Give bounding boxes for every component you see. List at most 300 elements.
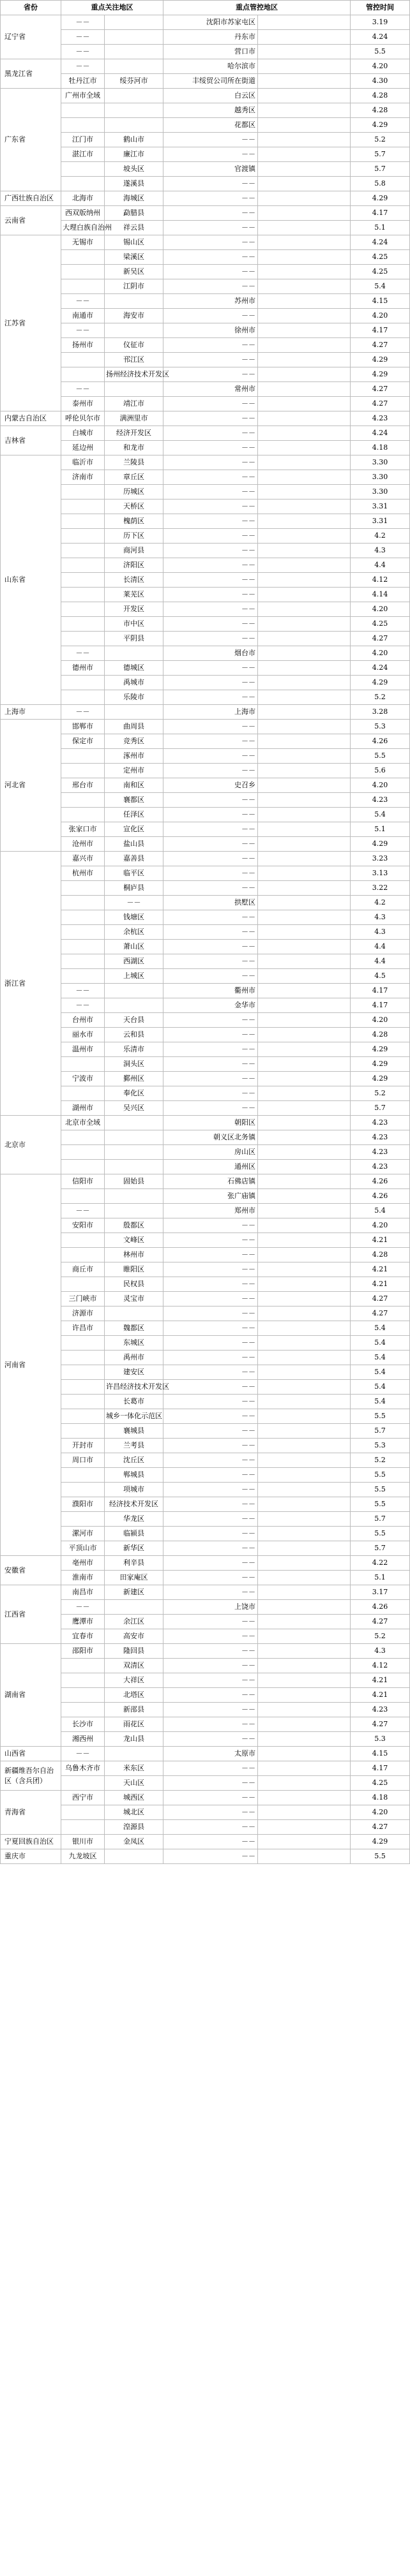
control-area-cell: －－ [163, 1644, 258, 1659]
control-subarea-cell [258, 1130, 351, 1145]
control-subarea-cell [258, 1116, 351, 1130]
control-time-cell: 5.1 [351, 822, 410, 837]
focus-district-cell: 云和县 [105, 1028, 163, 1042]
focus-city-cell: －－ [61, 705, 105, 720]
control-subarea-cell [258, 1732, 351, 1747]
control-area-cell: －－ [163, 265, 258, 279]
province-cell: 黑龙江省 [1, 59, 61, 89]
control-area-cell: －－ [163, 1336, 258, 1351]
control-area-cell: －－ [163, 1218, 258, 1233]
control-area-cell: －－ [163, 808, 258, 822]
control-area-cell: －－ [163, 602, 258, 617]
control-time-cell: 4.17 [351, 206, 410, 221]
control-time-cell: 4.29 [351, 837, 410, 852]
control-time-cell: 4.20 [351, 1013, 410, 1028]
control-subarea-cell [258, 558, 351, 573]
focus-district-cell: 江阴市 [105, 279, 163, 294]
control-subarea-cell [258, 1835, 351, 1849]
control-area-cell: －－ [163, 1659, 258, 1673]
focus-city-cell: 泰州市 [61, 397, 105, 411]
focus-city-cell: 邵阳市 [61, 1644, 105, 1659]
table-row [1, 910, 410, 925]
focus-city-cell: 嘉兴市 [61, 852, 105, 866]
focus-city-cell: 三门峡市 [61, 1292, 105, 1307]
focus-city-cell: 呼伦贝尔市 [61, 411, 105, 426]
control-area-cell: －－ [163, 1277, 258, 1292]
focus-city-cell: 丽水市 [61, 1028, 105, 1042]
focus-district-cell: 章丘区 [105, 470, 163, 485]
control-area-cell: －－ [163, 338, 258, 353]
control-time-cell: 5.8 [351, 177, 410, 191]
table-row [1, 1673, 410, 1688]
table-row [1, 470, 410, 485]
table-row [1, 30, 410, 45]
focus-city-cell [61, 1277, 105, 1292]
focus-district-cell [105, 382, 163, 397]
focus-city-cell: 湘西州 [61, 1732, 105, 1747]
control-subarea-cell [258, 1600, 351, 1615]
control-subarea-cell [258, 59, 351, 74]
control-area-cell: －－ [163, 1042, 258, 1057]
table-row [1, 426, 410, 441]
focus-district-cell: 历城区 [105, 485, 163, 500]
focus-district-cell: 历下区 [105, 529, 163, 544]
focus-district-cell: 勐腊县 [105, 206, 163, 221]
table-row [1, 808, 410, 822]
control-area-cell: 衢州市 [163, 984, 258, 998]
control-subarea-cell [258, 734, 351, 749]
focus-city-cell: 漯河市 [61, 1527, 105, 1541]
control-area-cell: －－ [163, 147, 258, 162]
focus-district-cell: 沈丘区 [105, 1453, 163, 1468]
focus-district-cell: 华龙区 [105, 1512, 163, 1527]
control-area-cell: －－ [163, 221, 258, 235]
control-area-cell: 白云区 [163, 89, 258, 103]
control-time-cell: 4.27 [351, 1820, 410, 1835]
control-time-cell: 4.27 [351, 632, 410, 646]
focus-district-cell: 禹州市 [105, 1351, 163, 1365]
focus-city-cell: 济源市 [61, 1307, 105, 1321]
table-row [1, 1659, 410, 1673]
focus-city-cell [61, 485, 105, 500]
focus-district-cell: 莱芜区 [105, 588, 163, 602]
control-area-cell: －－ [163, 1673, 258, 1688]
focus-city-cell: 平顶山市 [61, 1541, 105, 1556]
table-row [1, 852, 410, 866]
table-row [1, 74, 410, 89]
control-subarea-cell [258, 852, 351, 866]
control-subarea-cell [258, 397, 351, 411]
focus-city-cell: 邢台市 [61, 778, 105, 793]
control-subarea-cell [258, 1013, 351, 1028]
focus-district-cell: 乐陵市 [105, 690, 163, 705]
control-subarea-cell [258, 1541, 351, 1556]
control-subarea-cell [258, 1101, 351, 1116]
control-time-cell: 4.30 [351, 74, 410, 89]
focus-city-cell [61, 808, 105, 822]
control-area-cell: －－ [163, 661, 258, 676]
control-time-cell: 4.26 [351, 1600, 410, 1615]
table-row [1, 1717, 410, 1732]
province-cell: 安徽省 [1, 1556, 61, 1585]
focus-city-cell [61, 1424, 105, 1439]
control-subarea-cell [258, 1028, 351, 1042]
focus-district-cell: 新吴区 [105, 265, 163, 279]
control-time-cell: 5.7 [351, 1101, 410, 1116]
focus-district-cell: 长清区 [105, 573, 163, 588]
focus-city-cell [61, 1160, 105, 1174]
control-area-cell: －－ [163, 397, 258, 411]
control-time-cell: 4.24 [351, 426, 410, 441]
table-row [1, 118, 410, 133]
table-row [1, 221, 410, 235]
control-area-cell: －－ [163, 1468, 258, 1483]
focus-city-cell: 宁波市 [61, 1072, 105, 1086]
control-time-cell: 3.31 [351, 500, 410, 514]
control-time-cell: 4.23 [351, 1130, 410, 1145]
table-row [1, 925, 410, 940]
header-control-area: 重点管控地区 [163, 1, 351, 15]
table-row [1, 1849, 410, 1864]
control-area-cell: 花都区 [163, 118, 258, 133]
control-subarea-cell [258, 441, 351, 455]
header-province: 省份 [1, 1, 61, 15]
header-row [1, 1, 410, 15]
control-subarea-cell [258, 1204, 351, 1218]
control-subarea-cell [258, 309, 351, 323]
control-subarea-cell [258, 1717, 351, 1732]
focus-city-cell [61, 749, 105, 764]
control-subarea-cell [258, 1262, 351, 1277]
control-time-cell: 4.29 [351, 367, 410, 382]
focus-district-cell: 邗江区 [105, 353, 163, 367]
table-row [1, 500, 410, 514]
control-area-cell: －－ [163, 1248, 258, 1262]
table-row [1, 338, 410, 353]
table-row [1, 1101, 410, 1116]
control-area-cell: －－ [163, 1556, 258, 1571]
control-subarea-cell [258, 1527, 351, 1541]
control-time-cell: 5.4 [351, 1395, 410, 1409]
header-control-time: 管控时间 [351, 1, 410, 15]
control-subarea-cell [258, 1585, 351, 1600]
table-row [1, 764, 410, 778]
control-area-cell: －－ [163, 632, 258, 646]
control-subarea-cell [258, 1703, 351, 1717]
control-area-cell: －－ [163, 485, 258, 500]
control-subarea-cell [258, 411, 351, 426]
control-subarea-cell [258, 602, 351, 617]
control-area-cell: 苏州市 [163, 294, 258, 309]
focus-district-cell [105, 118, 163, 133]
focus-city-cell [61, 1351, 105, 1365]
control-subarea-cell [258, 808, 351, 822]
control-time-cell: 4.23 [351, 793, 410, 808]
table-body [1, 15, 410, 1864]
control-time-cell: 4.24 [351, 661, 410, 676]
table-row [1, 367, 410, 382]
table-row [1, 1351, 410, 1365]
focus-district-cell: 市中区 [105, 617, 163, 632]
focus-city-cell: 临沂市 [61, 455, 105, 470]
control-subarea-cell [258, 177, 351, 191]
table-row [1, 1248, 410, 1262]
focus-city-cell: 亳州市 [61, 1556, 105, 1571]
focus-city-cell [61, 969, 105, 984]
focus-city-cell [61, 1233, 105, 1248]
table-row [1, 969, 410, 984]
focus-city-cell [61, 265, 105, 279]
focus-district-cell: 上城区 [105, 969, 163, 984]
focus-district-cell: 曲周县 [105, 720, 163, 734]
control-subarea-cell [258, 103, 351, 118]
focus-district-cell: 龙山县 [105, 1732, 163, 1747]
table-row [1, 1688, 410, 1703]
focus-city-cell [61, 925, 105, 940]
focus-city-cell: 台州市 [61, 1013, 105, 1028]
control-subarea-cell [258, 323, 351, 338]
table-row [1, 881, 410, 896]
focus-district-cell [105, 323, 163, 338]
table-row [1, 15, 410, 30]
focus-city-cell: －－ [61, 30, 105, 45]
focus-city-cell: －－ [61, 998, 105, 1013]
control-subarea-cell [258, 470, 351, 485]
focus-district-cell [105, 103, 163, 118]
control-time-cell: 5.7 [351, 1512, 410, 1527]
table-row [1, 1835, 410, 1849]
control-area-cell: 张广庙镇 [163, 1189, 258, 1204]
focus-district-cell: 民权县 [105, 1277, 163, 1292]
focus-city-cell [61, 1805, 105, 1820]
control-area-cell: 朝义区北务镇 [163, 1130, 258, 1145]
control-time-cell: 4.3 [351, 925, 410, 940]
control-time-cell: 4.25 [351, 1776, 410, 1791]
province-cell: 江苏省 [1, 235, 61, 411]
table-row [1, 734, 410, 749]
control-time-cell: 5.2 [351, 690, 410, 705]
control-area-cell: 越秀区 [163, 103, 258, 118]
control-time-cell: 4.29 [351, 191, 410, 206]
control-subarea-cell [258, 881, 351, 896]
table-row [1, 1571, 410, 1585]
focus-district-cell: 天桥区 [105, 500, 163, 514]
control-subarea-cell [258, 617, 351, 632]
focus-city-cell [61, 1659, 105, 1673]
focus-district-cell: 雨花区 [105, 1717, 163, 1732]
focus-city-cell [61, 940, 105, 954]
province-cell: 广西壮族自治区 [1, 191, 61, 206]
focus-city-cell: －－ [61, 1600, 105, 1615]
focus-district-cell [105, 1130, 163, 1145]
control-subarea-cell [258, 1673, 351, 1688]
focus-city-cell: 广州市全域 [61, 89, 105, 103]
control-time-cell: 4.18 [351, 441, 410, 455]
focus-district-cell: 开发区 [105, 602, 163, 617]
focus-district-cell [105, 1145, 163, 1160]
control-area-cell: 上饶市 [163, 1600, 258, 1615]
focus-district-cell: 东城区 [105, 1336, 163, 1351]
control-time-cell: 4.20 [351, 1805, 410, 1820]
focus-district-cell [105, 1307, 163, 1321]
focus-district-cell [105, 294, 163, 309]
control-subarea-cell [258, 1776, 351, 1791]
focus-district-cell [105, 646, 163, 661]
focus-district-cell: 平阴县 [105, 632, 163, 646]
table-row [1, 1497, 410, 1512]
control-time-cell: 4.25 [351, 617, 410, 632]
control-subarea-cell [258, 998, 351, 1013]
table-row [1, 1703, 410, 1717]
control-subarea-cell [258, 1248, 351, 1262]
focus-district-cell [105, 15, 163, 30]
focus-district-cell: 和龙市 [105, 441, 163, 455]
control-area-cell: 拱墅区 [163, 896, 258, 910]
control-subarea-cell [258, 1483, 351, 1497]
control-area-cell: 丰绥贸公司所在街道 [163, 74, 258, 89]
focus-city-cell [61, 632, 105, 646]
focus-city-cell [61, 1703, 105, 1717]
table-row [1, 1805, 410, 1820]
control-area-cell: －－ [163, 1057, 258, 1072]
control-subarea-cell [258, 764, 351, 778]
control-subarea-cell [258, 1321, 351, 1336]
control-area-cell: 沈阳市苏家屯区 [163, 15, 258, 30]
focus-city-cell [61, 1688, 105, 1703]
focus-district-cell: 海城区 [105, 191, 163, 206]
province-cell: 广东省 [1, 89, 61, 191]
control-subarea-cell [258, 1453, 351, 1468]
table-row [1, 1409, 410, 1424]
province-cell: 江西省 [1, 1585, 61, 1644]
focus-district-cell: 德城区 [105, 661, 163, 676]
control-time-cell: 4.12 [351, 573, 410, 588]
table-row [1, 1380, 410, 1395]
control-subarea-cell [258, 969, 351, 984]
control-time-cell: 4.29 [351, 1042, 410, 1057]
control-area-cell: －－ [163, 1761, 258, 1776]
focus-city-cell [61, 896, 105, 910]
focus-district-cell: 经济开发区 [105, 426, 163, 441]
control-time-cell: 4.18 [351, 1791, 410, 1805]
control-area-cell: 上海市 [163, 705, 258, 720]
focus-district-cell: 吴兴区 [105, 1101, 163, 1116]
control-time-cell: 5.7 [351, 162, 410, 177]
control-subarea-cell [258, 1086, 351, 1101]
control-time-cell: 4.28 [351, 1248, 410, 1262]
focus-city-cell: 北海市 [61, 191, 105, 206]
control-area-cell: －－ [163, 837, 258, 852]
control-time-cell: 4.23 [351, 1703, 410, 1717]
focus-district-cell: 商河县 [105, 544, 163, 558]
table-row [1, 323, 410, 338]
control-time-cell: 4.20 [351, 602, 410, 617]
focus-city-cell [61, 617, 105, 632]
focus-district-cell: 定州市 [105, 764, 163, 778]
table-row [1, 837, 410, 852]
control-area-cell: －－ [163, 822, 258, 837]
table-row [1, 59, 410, 74]
control-subarea-cell [258, 720, 351, 734]
control-time-cell: 5.5 [351, 1849, 410, 1864]
focus-city-cell: －－ [61, 1747, 105, 1761]
control-time-cell: 4.29 [351, 1835, 410, 1849]
table-row [1, 1365, 410, 1380]
control-subarea-cell [258, 162, 351, 177]
focus-city-cell [61, 1365, 105, 1380]
table-row [1, 1791, 410, 1805]
focus-district-cell: 锡山区 [105, 235, 163, 250]
focus-city-cell: 济南市 [61, 470, 105, 485]
province-cell: 新疆维吾尔自治区（含兵团） [1, 1761, 61, 1791]
focus-district-cell [105, 984, 163, 998]
control-area-cell: －－ [163, 764, 258, 778]
focus-district-cell: 双清区 [105, 1659, 163, 1673]
control-subarea-cell [258, 221, 351, 235]
table-row [1, 1160, 410, 1174]
header-focus-area: 重点关注地区 [61, 1, 163, 15]
table-row [1, 1174, 410, 1189]
control-subarea-cell [258, 147, 351, 162]
control-area-cell: －－ [163, 940, 258, 954]
table-row [1, 1262, 410, 1277]
control-area-cell: －－ [163, 1101, 258, 1116]
control-subarea-cell [258, 426, 351, 441]
focus-district-cell: 萧山区 [105, 940, 163, 954]
table-row [1, 646, 410, 661]
table-row [1, 1204, 410, 1218]
table-row [1, 1541, 410, 1556]
control-subarea-cell [258, 925, 351, 940]
table-row [1, 1307, 410, 1321]
control-time-cell: 4.29 [351, 1072, 410, 1086]
focus-district-cell: 余杭区 [105, 925, 163, 940]
control-area-cell: －－ [163, 309, 258, 323]
control-subarea-cell [258, 954, 351, 969]
focus-city-cell [61, 1189, 105, 1204]
control-subarea-cell [258, 353, 351, 367]
control-subarea-cell [258, 1072, 351, 1086]
focus-district-cell [105, 89, 163, 103]
control-time-cell: 4.26 [351, 1174, 410, 1189]
control-area-cell: －－ [163, 1615, 258, 1629]
table-row [1, 162, 410, 177]
control-time-cell: 4.15 [351, 1747, 410, 1761]
table-row [1, 544, 410, 558]
focus-city-cell [61, 1395, 105, 1409]
control-subarea-cell [258, 279, 351, 294]
focus-city-cell: 无锡市 [61, 235, 105, 250]
focus-city-cell [61, 1086, 105, 1101]
control-area-cell: －－ [163, 1013, 258, 1028]
focus-district-cell [105, 705, 163, 720]
table-row [1, 1130, 410, 1145]
focus-district-cell: 郸城县 [105, 1468, 163, 1483]
control-subarea-cell [258, 1747, 351, 1761]
control-area-cell: －－ [163, 353, 258, 367]
focus-city-cell: 温州市 [61, 1042, 105, 1057]
control-subarea-cell [258, 1424, 351, 1439]
focus-city-cell [61, 1336, 105, 1351]
focus-district-cell: 竞秀区 [105, 734, 163, 749]
focus-district-cell: 湟源县 [105, 1820, 163, 1835]
control-area-cell: －－ [163, 411, 258, 426]
focus-district-cell: 米东区 [105, 1761, 163, 1776]
focus-city-cell: 开封市 [61, 1439, 105, 1453]
control-subarea-cell [258, 15, 351, 30]
control-area-cell: －－ [163, 588, 258, 602]
control-time-cell: 4.29 [351, 1057, 410, 1072]
